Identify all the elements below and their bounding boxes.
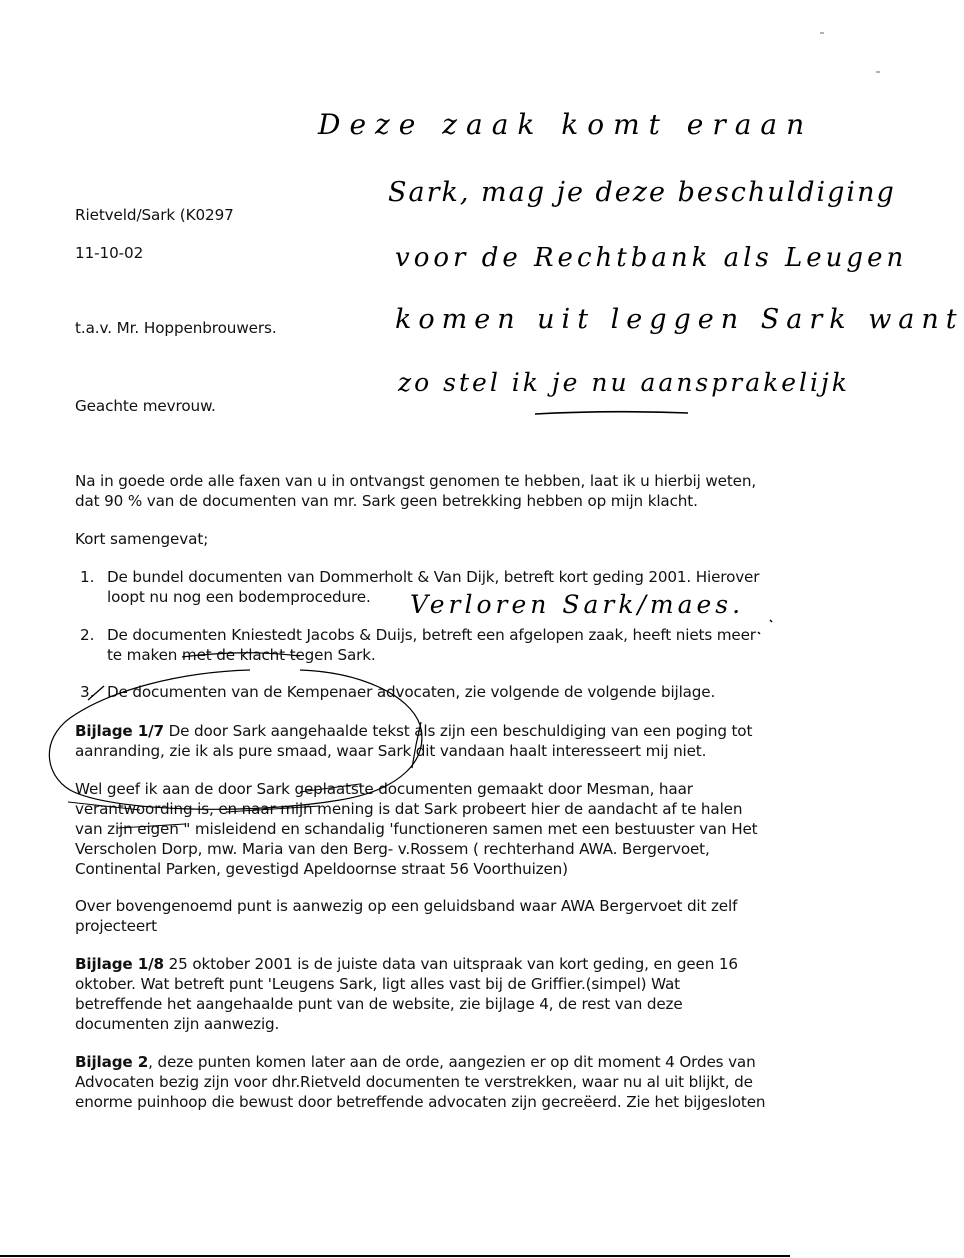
bijlage-label: Bijlage 1/8: [75, 955, 164, 973]
handwritten-line: voor de Rechtbank als Leugen: [395, 243, 908, 273]
list-item-line: De documenten Kniestedt Jacobs & Duijs, betreft een afgelopen zaak, heeft niets meer: [107, 626, 756, 644]
list-number: 1.: [80, 568, 95, 586]
list-item-line: te maken met de klacht tegen Sark.: [107, 646, 376, 664]
bijlage-label: Bijlage 2: [75, 1053, 149, 1071]
paragraph-text: 25 oktober 2001 is de juiste data van uitspraak van kort geding, en geen 16: [163, 955, 738, 973]
reference-line: Rietveld/Sark (K0297: [75, 206, 234, 224]
handwritten-underline: [535, 412, 688, 414]
list-item-line: De documenten van de Kempenaer advocaten, zie volgende de volgende bijlage.: [107, 683, 716, 701]
summary-heading: Kort samengevat;: [75, 530, 209, 548]
bijlage-2-paragraph: [75, 1052, 775, 1112]
list-item-line: loopt nu nog een bodemprocedure.: [107, 588, 371, 606]
bijlage-1-7-paragraph: [75, 721, 775, 761]
paragraph-line: Verscholen Dorp, mw. Maria van den Berg- v.Rossem ( rechterhand AWA. Bergervoet,: [75, 840, 710, 858]
paragraph-line: verantwoording is, en naar mijn mening is dat Sark probeert hier de aandacht af te halen: [75, 800, 743, 818]
paragraph-line: projecteert: [75, 917, 157, 935]
paragraph-line: aanranding, zie ik als pure smaad, waar Sark dit vandaan haalt interesseert mij niet.: [75, 742, 707, 760]
fax-speck: [770, 620, 772, 622]
paragraph-line: Wel geef ik aan de door Sark geplaatste documenten gemaakt door Mesman, haar: [75, 780, 693, 798]
paragraph-line: dat 90 % van de documenten van mr. Sark geen betrekking hebben op mijn klacht.: [75, 492, 698, 510]
paragraph-line: van zijn eigen " misleidend en schandalig 'functioneren samen met een bestuuster van Het: [75, 820, 758, 838]
handwritten-line: komen uit leggen Sark want: [395, 304, 964, 335]
paragraph-line: Na in goede orde alle faxen van u in ontvangst genomen te hebben, laat ik u hierbij weten,: [75, 472, 756, 490]
geluidsband-paragraph: [75, 896, 775, 936]
list-item: [107, 625, 787, 665]
paragraph-line: documenten zijn aanwezig.: [75, 1015, 280, 1033]
handwritten-margin-note: Verloren Sark/maes.: [410, 590, 745, 619]
date-line: 11-10-02: [75, 244, 144, 262]
paragraph-line: betreffende het aangehaalde punt van de website, zie bijlage 4, de rest van deze: [75, 995, 683, 1013]
handwritten-line: zo stel ik je nu aansprakelijk: [398, 368, 850, 397]
paragraph-line: Advocaten bezig zijn voor dhr.Rietveld documenten te verstrekken, waar nu al uit blijkt, de: [75, 1073, 753, 1091]
paragraph-text: , deze punten komen later aan de orde, aangezien er op dit moment 4 Ordes van: [148, 1053, 756, 1071]
bijlage-1-8-paragraph: [75, 954, 775, 1034]
paragraph-line: oktober. Wat betreft punt 'Leugens Sark, ligt alles vast bij de Griffier.(simpel) Wat: [75, 975, 680, 993]
mesman-paragraph: [75, 779, 775, 879]
list-item-line: De bundel documenten van Dommerholt & Van Dijk, betreft kort geding 2001. Hierover: [107, 568, 760, 586]
handwritten-line: Deze zaak komt eraan: [318, 108, 814, 141]
list-item: [107, 682, 787, 702]
paragraph-line: enorme puinhoop die bewust door betreffende advocaten zijn gecreëerd. Zie het bijgesloten: [75, 1093, 766, 1111]
intro-paragraph: [75, 471, 775, 511]
paragraph-line: Continental Parken, gevestigd Apeldoornse straat 56 Voorthuizen): [75, 860, 568, 878]
bijlage-label: Bijlage 1/7: [75, 722, 164, 740]
handwritten-line: Sark, mag je deze beschuldiging: [388, 177, 896, 208]
paragraph-line: Over bovengenoemd punt is aanwezig op een geluidsband waar AWA Bergervoet dit zelf: [75, 897, 738, 915]
attention-line: t.a.v. Mr. Hoppenbrouwers.: [75, 319, 277, 337]
salutation: Geachte mevrouw.: [75, 397, 216, 415]
list-number: 2.: [80, 626, 95, 644]
paragraph-text: De door Sark aangehaalde tekst als zijn een beschuldiging van een poging tot: [163, 722, 753, 740]
list-number: 3.: [80, 683, 95, 701]
